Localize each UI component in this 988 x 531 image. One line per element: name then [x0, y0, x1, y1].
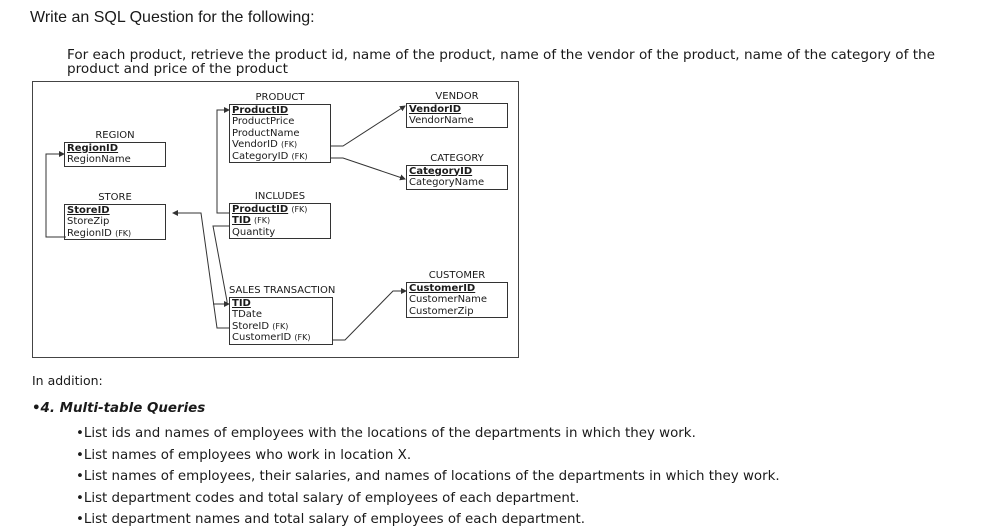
entity-region — [64, 130, 166, 167]
entity-box: ProductID (FK) TID (FK) Quantity — [229, 203, 331, 240]
entity-title: VENDOR — [435, 91, 479, 102]
line-store-region — [46, 154, 66, 237]
foreign-key: VendorID (FK) — [232, 139, 298, 150]
attribute: CustomerName — [409, 294, 488, 305]
line-sales-customer — [332, 291, 406, 340]
primary-key: StoreID — [67, 204, 110, 216]
entity-box — [229, 104, 331, 164]
attribute: CustomerZip — [409, 305, 474, 317]
query-list — [76, 423, 780, 531]
primary-key: VendorID — [409, 103, 462, 115]
question-heading: Write an SQL Question for the following: — [30, 9, 315, 26]
entity-sales-transaction — [229, 285, 335, 345]
entity-box — [64, 142, 166, 167]
list-item: •List ids and names of employees with the locations of the departments in which they work. — [76, 426, 696, 441]
entity-box — [406, 165, 508, 190]
line-includes-sales — [213, 226, 230, 304]
entity-includes — [229, 191, 331, 239]
attribute: VendorName — [409, 115, 474, 126]
list-item: •List department codes and total salary of employees of each department. — [76, 490, 580, 506]
entity-title: INCLUDES — [254, 191, 306, 202]
list-item: •List names of employees, their salaries, and names of locations of the departments in which they work. — [76, 469, 780, 484]
entity-box — [64, 204, 166, 241]
intro-text: For each product, retrieve the product id, name of the product, name of the vendor of the product, name of the category of the product and price of the product — [67, 47, 936, 77]
primary-key: ProductID — [232, 104, 289, 116]
entity-vendor — [406, 91, 508, 128]
primary-key: RegionID — [67, 142, 119, 154]
primary-key: ProductID — [232, 203, 289, 215]
entity-store — [64, 192, 166, 240]
entity-title: SALES TRANSACTION — [229, 285, 336, 296]
entity-product — [229, 92, 331, 163]
attribute: StoreZip — [67, 216, 110, 227]
foreign-key: CategoryID (FK) — [232, 150, 308, 162]
primary-key: TID — [232, 297, 251, 309]
line-product-vendor — [330, 106, 405, 146]
foreign-key: StoreID (FK) — [232, 320, 289, 332]
entity-title: REGION — [95, 130, 135, 141]
entity-customer — [406, 270, 508, 318]
multi-table-title: •4. Multi-table Queries — [32, 401, 206, 416]
attribute: CategoryName — [409, 177, 485, 188]
list-item: •List department names and total salary of employees of each department. — [76, 512, 586, 527]
line-product-category — [330, 158, 405, 179]
attribute: Quantity — [232, 226, 276, 238]
entity-box — [406, 103, 508, 128]
addition-label: In addition: — [32, 373, 103, 388]
entity-title: PRODUCT — [255, 92, 305, 103]
attribute: ProductPrice — [232, 116, 295, 127]
foreign-key: RegionID (FK) — [67, 227, 132, 239]
entity-title: STORE — [98, 192, 132, 203]
entity-category — [406, 153, 508, 190]
foreign-key: CustomerID (FK) — [232, 332, 311, 343]
entity-title: CATEGORY — [430, 153, 484, 164]
entity-box — [229, 297, 333, 345]
entity-box — [406, 282, 508, 319]
attribute: RegionName — [67, 154, 131, 165]
primary-key: TID — [232, 215, 251, 226]
entity-title: CUSTOMER — [428, 270, 486, 281]
er-diagram — [32, 81, 519, 358]
attribute: ProductName — [232, 127, 300, 139]
primary-key: CustomerID — [409, 282, 476, 294]
list-item: •List names of employees who work in location X. — [76, 447, 412, 463]
primary-key: CategoryID — [409, 165, 473, 177]
attribute: TDate — [232, 309, 263, 320]
